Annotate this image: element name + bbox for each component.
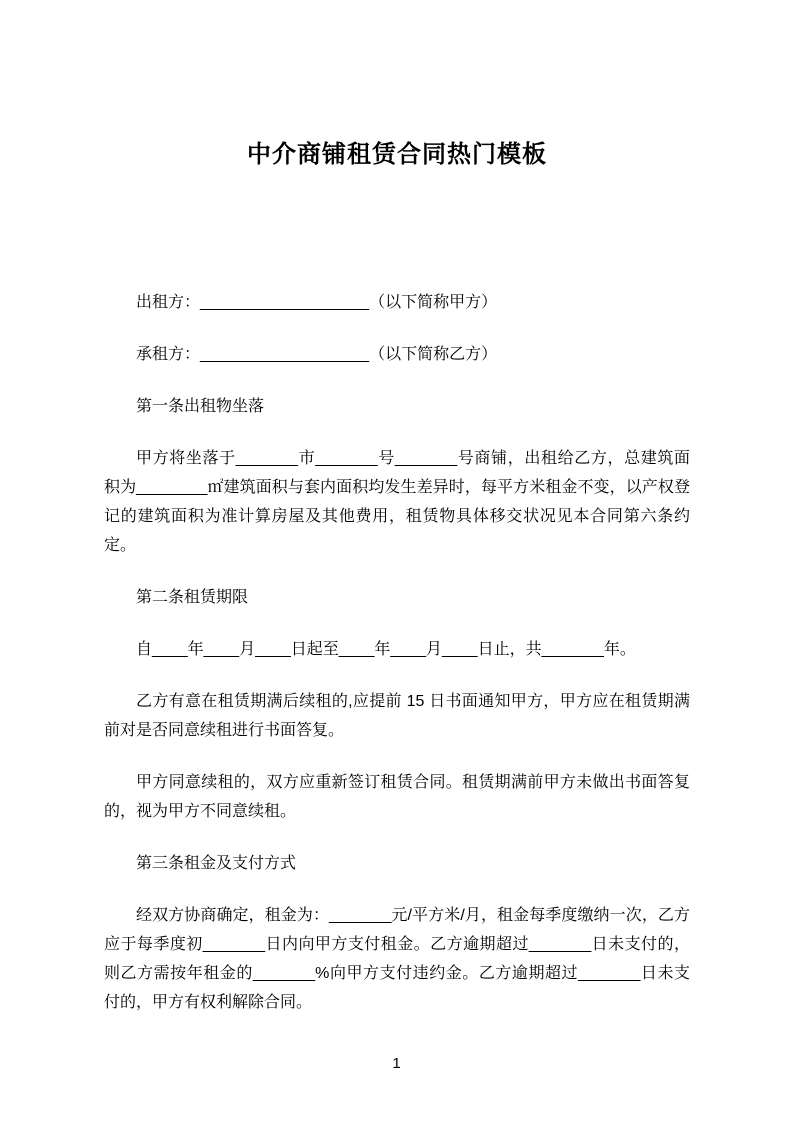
- section-2-heading: 第二条租赁期限: [136, 589, 249, 606]
- lease-term-line: 自____年____月____日起至____年____月____日止，共_______年。: [136, 641, 636, 658]
- lessor-line: 出租方：___________________（以下简称甲方）: [136, 294, 498, 311]
- document-title: 中介商铺租赁合同热门模板: [247, 141, 547, 168]
- page-number: 1: [392, 1055, 401, 1072]
- lessee-line: 承租方：___________________（以下简称乙方）: [136, 346, 498, 363]
- section-3-heading: 第三条租金及支付方式: [136, 855, 297, 872]
- section-1-heading: 第一条出租物坐落: [136, 398, 265, 415]
- renewal-notice-paragraph: 乙方有意在租赁期满后续租的,应提前 15 日书面通知甲方，甲方应在租赁期满前对是否同意续租进行书面答复。: [104, 693, 690, 739]
- renewal-consent-paragraph: 甲方同意续租的，双方应重新签订租赁合同。租赁期满前甲方未做出书面答复的，视为甲方不同意续租。: [104, 774, 690, 820]
- document-content: [104, 140, 690, 1040]
- section-1-body: 甲方将坐落于_______市_______号_______号商铺，出租给乙方，总建筑面积为________㎡建筑面积与套内面积均发生差异时，每平方米租金不变，以产权登记的建筑面积为准计算房屋及其他费用，租赁物具体移交状况见本合同第六条约定。: [104, 450, 690, 554]
- section-3-body: 经双方协商确定，租金为：_______元/平方米/月，租金每季度缴纳一次，乙方应于每季度初_______日内向甲方支付租金。乙方逾期超过_______日未支付的，则乙方需按年租金的_______%向甲方支付违约金。乙方逾期超过_______日未支付的，甲方有权利解除合同。: [104, 907, 690, 1011]
